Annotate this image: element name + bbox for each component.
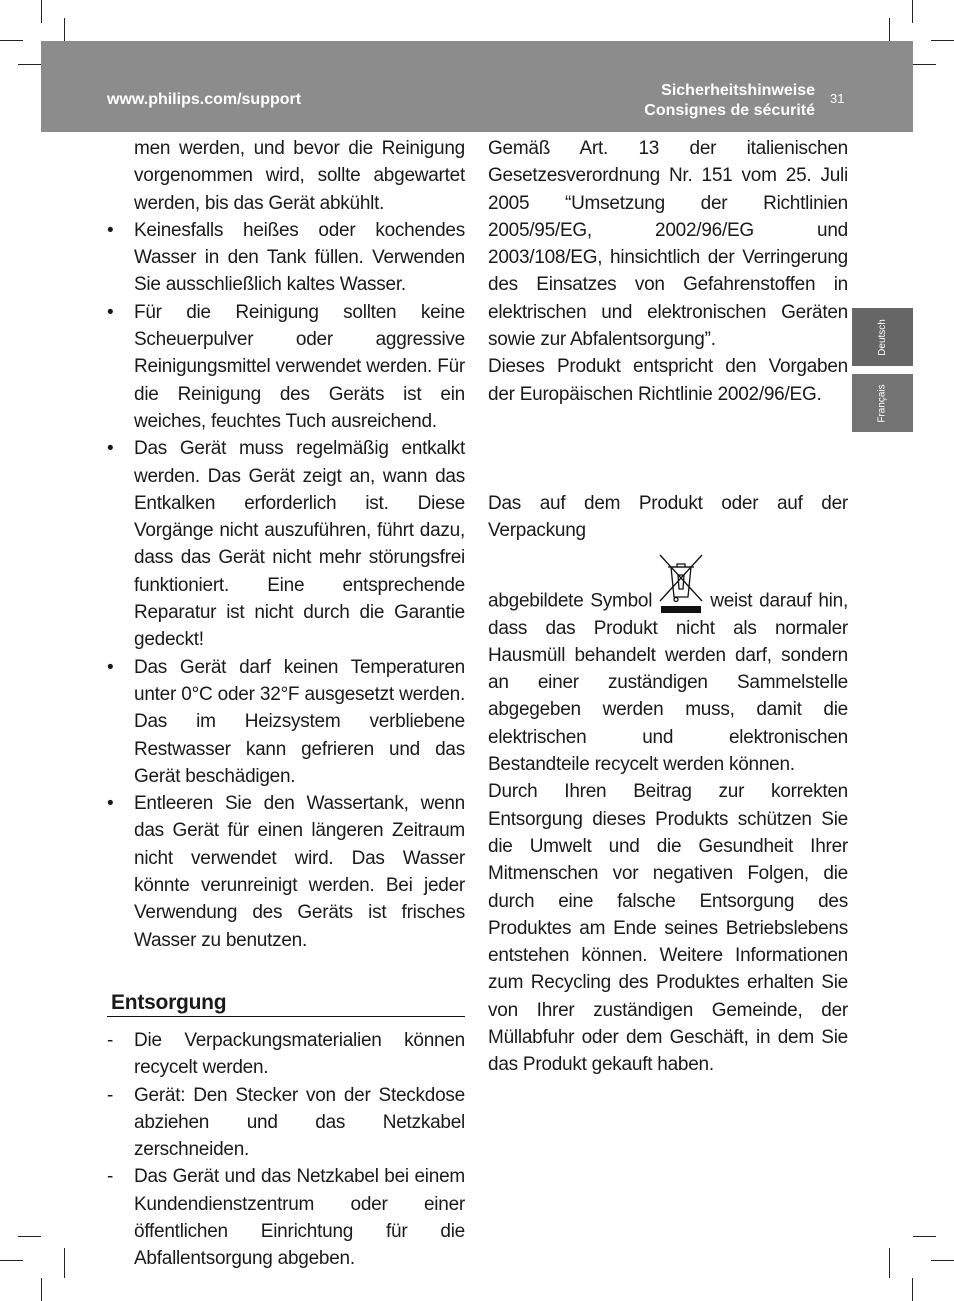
crop-mark xyxy=(41,1278,42,1301)
dash-item xyxy=(107,1163,465,1272)
paragraph-text: weist darauf hin, dass das Produkt nicht als normaler Hausmüll behandelt werden darf, sondern an einer zuständigen Sammelstelle abgegeben werden muss, damit die elektrischen und elektronischen Bestandteile recycelt werden können. xyxy=(488,590,849,776)
bullet-item xyxy=(107,435,465,653)
bullet-mark: • xyxy=(107,438,114,460)
dash-text: Gerät: Den Stecker von der Steckdose abziehen und das Netzkabel zerschneiden. xyxy=(134,1084,465,1161)
side-tab-francais[interactable] xyxy=(852,374,913,432)
bullet-mark: • xyxy=(107,301,114,323)
side-tab-deutsch[interactable] xyxy=(852,308,913,366)
crop-mark xyxy=(913,1236,936,1237)
crop-mark xyxy=(889,18,890,41)
bullet-item xyxy=(107,217,465,299)
support-url[interactable]: www.philips.com/support xyxy=(107,91,302,108)
crop-mark xyxy=(0,40,23,41)
crop-mark xyxy=(913,64,936,65)
crop-mark xyxy=(912,0,913,23)
bullet-mark: • xyxy=(107,219,114,241)
section-titles xyxy=(644,81,815,121)
page-number: 31 xyxy=(830,91,845,106)
bullet-text: Das Gerät muss regelmäßig entkalkt werden. Das Gerät zeigt an, wann das Entkalken erforderlich ist. Diese Vorgänge nicht auszuführen, führt dazu, dass das Gerät nicht mehr störungsfrei funktioniert. Eine entsprechende Reparatur ist nicht durch die Garantie gedeckt! xyxy=(134,438,465,651)
crop-mark xyxy=(931,40,954,41)
paragraph: Dieses Produkt entspricht den Vorgaben der Europäischen Richtlinie 2002/96/EG. xyxy=(488,356,848,405)
paragraph: Durch Ihren Beitrag zur korrekten Entsorgung dieses Produkts schützen Sie die Umwelt und die Gesundheit Ihrer Mitmenschen vor negativen Folgen, die durch eine falsche Entsorgung des Produktes am Ende seines Betriebslebens entstehen können. Weitere Informationen zum Recycling des Produktes erhalten Sie von Ihrer zuständigen Gemeinde, der Müllabfuhr oder dem Geschäft, in dem Sie das Produkt gekauft haben. xyxy=(488,781,848,1076)
paragraph: Gemäß Art. 13 der italienischen Gesetzesverordnung Nr. 151 vom 25. Juli 2005 “Umsetzung der Richtlinien 2005/95/EG, 2002/96/EG und 2003/108/EG, hinsichtlich der Verringerung des Einsatzes von Gefahrenstoffen in elektrischen und elektronischen Geräten sowie zur Abfalentsorgung”. xyxy=(488,138,848,351)
crop-mark xyxy=(889,1248,890,1278)
bullet-item xyxy=(107,299,465,435)
paragraph: Das auf dem Produkt oder auf der Verpackung xyxy=(488,492,848,542)
right-column xyxy=(488,135,848,1079)
crop-mark xyxy=(41,0,42,23)
paragraph-text: abgebildete Symbol xyxy=(488,590,653,612)
section-heading: Entsorgung xyxy=(107,990,465,1017)
crop-mark xyxy=(18,64,41,65)
title-french: Consignes de sécurité xyxy=(644,102,815,119)
dash-item xyxy=(107,1082,465,1164)
bullet-mark: • xyxy=(107,793,114,815)
paragraph: men werden, und bevor die Reinigung vorgenommen wird, sollte abgewartet werden, bis das Gerät abkühlt. xyxy=(134,138,465,214)
page-header xyxy=(41,41,913,132)
crop-mark xyxy=(64,18,65,41)
crop-mark xyxy=(18,1236,41,1237)
crop-mark xyxy=(64,1248,65,1278)
bullet-text: Entleeren Sie den Wassertank, wenn das Gerät für einen längeren Zeitraum nicht verwendet wird. Das Wasser könnte verunreinigt werden. Bei jeder Verwendung des Geräts ist frisches Wasser zu benutzen. xyxy=(134,793,465,951)
side-tab-label: Français xyxy=(876,383,888,423)
crop-mark xyxy=(0,1260,23,1261)
dash-text: Das Gerät und das Netzkabel bei einem Kundendienstzentrum oder einer öffentlichen Einrichtung für die Abfallentsorgung abgeben. xyxy=(134,1166,465,1270)
dash-mark: - xyxy=(107,1166,114,1188)
bullet-text: Das Gerät darf keinen Temperaturen unter 0°C oder 32°F ausgesetzt werden. Das im Heizsystem verbliebene Restwasser kann gefrieren und das Gerät beschädigen. xyxy=(134,656,465,787)
dash-item xyxy=(107,1027,465,1082)
bullet-item xyxy=(107,654,465,790)
dash-text: Die Verpackungsmaterialien können recycelt werden. xyxy=(134,1029,465,1079)
bullet-item xyxy=(107,790,465,954)
side-tab-label: Deutsch xyxy=(877,318,888,356)
crop-mark xyxy=(912,1278,913,1301)
crop-mark xyxy=(931,1260,954,1261)
bullet-text: Für die Reinigung sollten keine Scheuerpulver oder aggressive Reinigungsmittel verwendet werden. Für die Reinigung des Geräts ist ein weiches, feuchtes Tuch ausreichend. xyxy=(134,301,465,432)
bullet-text: Keinesfalls heißes oder kochendes Wasser in den Tank füllen. Verwenden Sie ausschließlich kaltes Wasser. xyxy=(134,219,465,296)
dash-mark: - xyxy=(107,1084,114,1106)
weee-bin-icon xyxy=(658,553,704,615)
left-column xyxy=(107,135,465,1273)
title-german: Sicherheitshinweise xyxy=(661,82,815,99)
paragraph xyxy=(488,553,848,779)
dash-mark: - xyxy=(107,1029,114,1051)
bullet-mark: • xyxy=(107,656,114,678)
